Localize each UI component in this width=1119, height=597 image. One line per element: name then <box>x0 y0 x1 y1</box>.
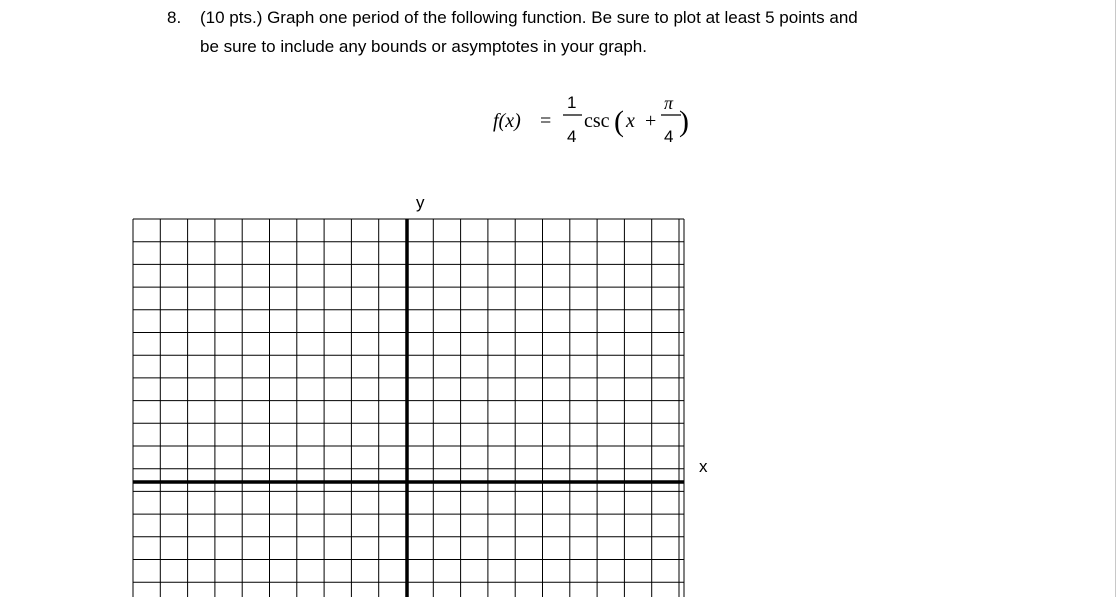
formula-coef-numerator: 1 <box>567 93 577 112</box>
formula-close-paren: ) <box>679 105 689 138</box>
formula-func: csc <box>584 110 610 132</box>
y-axis-label: y <box>416 193 425 212</box>
question-number: 8. <box>167 8 182 27</box>
formula-open-paren: ( <box>614 105 624 138</box>
formula-equals: = <box>540 110 552 132</box>
formula-shift-numerator: π <box>664 93 674 113</box>
question-text-line-2: be sure to include any bounds or asymptotes in your graph. <box>200 37 647 56</box>
formula-shift-denominator: 4 <box>664 127 674 146</box>
formula-coef-denominator: 4 <box>567 127 577 146</box>
question-text-line-1: (10 pts.) Graph one period of the following function. Be sure to plot at least 5 points and <box>200 8 858 27</box>
x-axis-label: x <box>699 457 708 476</box>
formula-lhs: f(x) <box>493 110 521 132</box>
formula-variable: x <box>626 110 635 132</box>
formula-plus: + <box>645 110 657 132</box>
